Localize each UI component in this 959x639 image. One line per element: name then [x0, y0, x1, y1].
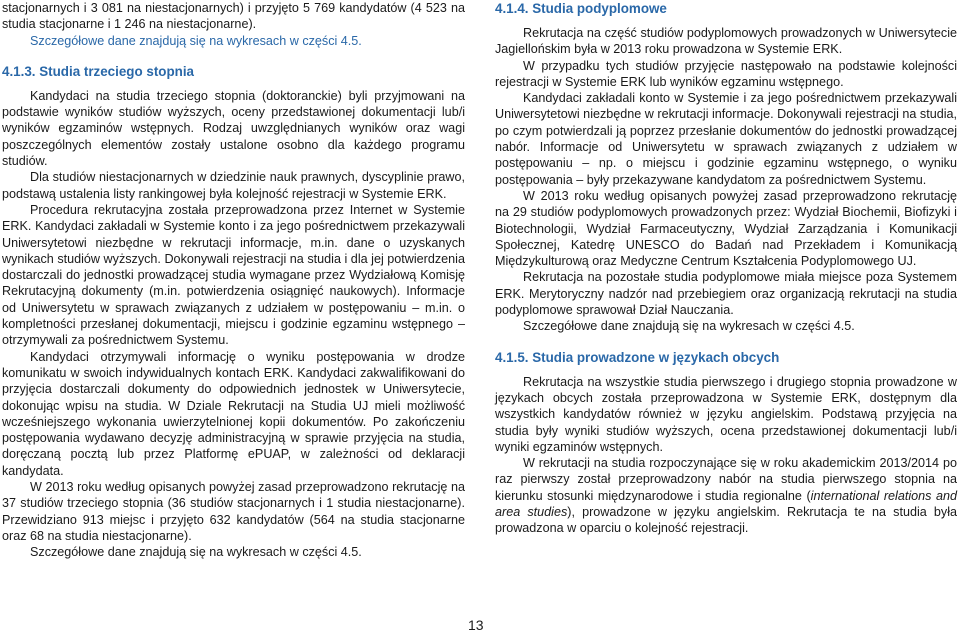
paragraph: stacjonarnych i 3 081 na niestacjonarnych) i przyjęto 5 769 kandydatów (4 523 na studia stacjonarne i 1 246 na niestacjonarne). [2, 1, 465, 32]
paragraph: Szczegółowe dane znajdują się na wykresach w części 4.5. [523, 319, 855, 334]
left-column [2, 0, 465, 561]
paragraph: Rekrutacja na wszystkie studia pierwszego i drugiego stopnia prowadzone w językach obcych została przeprowadzona w Systemie ERK, dostępnym dla wszystkich kandydatów również w języku angielskim. Podstawą przyjęcia na studia były wyniki studiów wyższych, ocena przedstawionej dokumentacji lub/i wyniki egzaminów wstępnych. [495, 374, 957, 454]
italic-term: international relations and area studies [495, 488, 957, 520]
paragraph [2, 33, 465, 49]
section-heading: 4.1.4. Studia podyplomowe [495, 1, 667, 16]
paragraph: W 2013 roku według opisanych powyżej zasad przeprowadzono rekrutację na 29 studiów podyplomowych prowadzonych przez: Wydział Biochemii, Biofizyki i Biotechnologii, Wydział Farmaceutyczny, Wydział Zarządzania i Komunikacji Społecznej, Katedrę UNESCO do Badań nad Przekładem i Komunikacją Międzykulturową oraz Medyczne Centrum Kształcenia Podyplomowego UJ. [495, 188, 957, 269]
page-number: 13 [468, 617, 484, 633]
paragraph: W przypadku tych studiów przyjęcie następowało na podstawie kolejności rejestracji w Systemie ERK lub wyników egzaminu wstępnego. [495, 58, 957, 89]
paragraph: Kandydaci zakładali konto w Systemie i za jego pośrednictwem przekazywali Uniwersytetowi niezbędne w rekrutacji informacje. Dokonywali rejestracji na studia, po czym potwierdzali ją poprzez przesłanie dokumentów do jednostki prowadzącej nabór. Informacje od Uniwersytetu w sprawach związanych z udziałem w postępowaniu – np. o miejscu i godzinie egzaminu wstępnego, o wyniku postępowania – były przekazywane kandydatom za pośrednictwem Systemu. [495, 91, 957, 187]
reference-text: Szczegółowe dane znajdują się na wykresach w części 4.5. [30, 33, 362, 48]
paragraph: Procedura rekrutacyjna została przeprowadzona przez Internet w Systemie ERK. Kandydaci zakładali w Systemie konto i za jego pośrednictwem przekazywali Uniwersytetowi niezbędne w rekrutacji informacje, m.in. dane o uzyskanych wynikach studiów wyższych. Dokonywali rejestracji na studia i dla jej potwierdzenia dostarczali do jednostki prowadzącej studia wymagane przez Wydziałową Komisję Rekrutacyjną dokumenty (m.in. potwierdzenia osiągnięć naukowych). Informacje od Uniwersytetu w sprawach związanych z udziałem w postępowaniu – m.in. o kompletności przesłanej dokumentacji, miejscu i godzinie egzaminu wstępnego – otrzymywali za pośrednictwem Systemu. [2, 202, 465, 348]
paragraph: Dla studiów niestacjonarnych w dziedzinie nauk prawnych, dyscyplinie prawo, podstawą ustalenia listy rankingowej była kolejność rejestracji w Systemie ERK. [2, 170, 465, 201]
paragraph: Rekrutacja na pozostałe studia podyplomowe miała miejsce poza Systemem ERK. Merytoryczny nadzór nad przebiegiem oraz organizacją rekrutacji na studia podyplomowe sprawował Dział Nauczania. [495, 270, 957, 318]
paragraph-text: ), prowadzone w języku angielskim. Rekrutacja te na studia była prowadzona w oparciu o kolejność rejestracji. [495, 505, 957, 536]
paragraph [495, 455, 957, 536]
paragraph: Rekrutacja na część studiów podyplomowych prowadzonych w Uniwersytecie Jagiellońskim była w 2013 roku prowadzona w Systemie ERK. [495, 26, 957, 57]
paragraph: Kandydaci na studia trzeciego stopnia (doktoranckie) byli przyjmowani na podstawie wyników studiów wyższych, oceny przedstawionej dokumentacji lub/i wyników egzaminów wstępnych. Rodzaj uwzględnianych wyników oraz wagi poszczególnych elementów zostały ustalone osobno dla każdego programu studiów. [2, 88, 465, 169]
paragraph: Szczegółowe dane znajdują się na wykresach w części 4.5. [30, 545, 362, 560]
right-column [495, 0, 957, 537]
paragraph-text: W rekrutacji na studia rozpoczynające się w roku akademickim 2013/2014 po raz pierwszy został przeprowadzony nabór na studia pierwszego stopnia na kierunku stosunki międzynarodowe i studia regionalne ( [495, 456, 957, 503]
section-heading: 4.1.3. Studia trzeciego stopnia [2, 63, 194, 79]
paragraph: W 2013 roku według opisanych powyżej zasad przeprowadzono rekrutację na 37 studiów trzeciego stopnia (36 studiów stacjonarnych i 1 studia niestacjonarne). Przewidziano 913 miejsc i przyjęto 632 kandydatów (564 na studia stacjonarne oraz 68 na studia niestacjonarne). [2, 480, 465, 543]
section-heading: 4.1.5. Studia prowadzone w językach obcych [495, 349, 780, 365]
paragraph: Kandydaci otrzymywali informację o wyniku postępowania w drodze komunikatu w swoich indywidualnych kontach ERK. Kandydaci zakwalifikowani do przyjęcia dostarczali dokumenty do odpowiednich jednostek w Uniwersytecie, dokonując wpisu na studia. W Dziale Rekrutacji na Studia UJ mieli możliwość wcześniejszego wykonania uwierzytelnionej kopii dokumentów. Po zakończeniu postępowania wydawano decyzję administracyjną w sprawie przyjęcia na studia, doręczaną pocztą lub przez Platformę ePUAP, w zależności od deklaracji kandydata. [2, 349, 465, 478]
